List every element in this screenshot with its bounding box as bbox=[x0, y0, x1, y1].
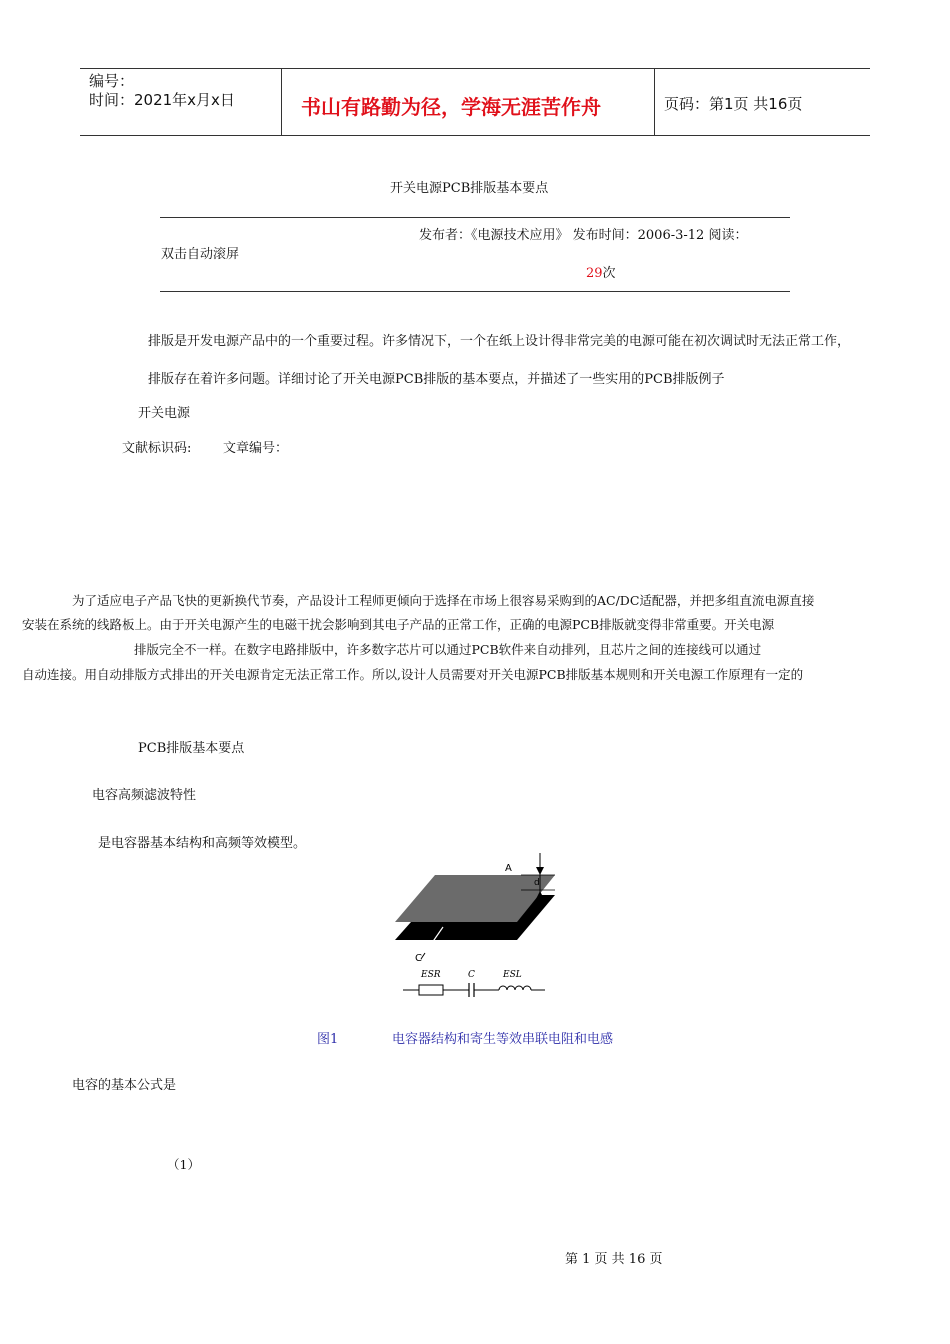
doc-number-label: 编号： bbox=[89, 72, 135, 90]
para1-line-2: 安装在系统的线路板上。由于开关电源产生的电磁干扰会影响到其电子产品的正常工作，正确的电源PCB排版就变得非常重要。开关电源 bbox=[22, 617, 775, 632]
label-esl: ESL bbox=[503, 970, 522, 980]
section-heading: PCB排版基本要点 bbox=[138, 741, 245, 756]
header-divider-right bbox=[654, 68, 655, 136]
para1-line-4: 自动连接。用自动排版方式排出的开关电源肯定无法正常工作。所以,设计人员需要对开关电源PCB排版基本规则和开关电源工作原理有一定的 bbox=[22, 667, 804, 682]
header-bottom-rule bbox=[80, 135, 870, 136]
esl-inductor bbox=[499, 986, 531, 990]
doc-code-label: 文献标识码: bbox=[122, 441, 192, 456]
article-title: 开关电源PCB排版基本要点 bbox=[390, 181, 549, 196]
label-c-plate: C bbox=[415, 953, 422, 964]
article-number-label: 文章编号： bbox=[223, 441, 289, 456]
read-count-unit: 次 bbox=[602, 266, 616, 281]
meta-read-count bbox=[586, 262, 616, 281]
abstract-line-2: 排版存在着许多问题。详细讨论了开关电源PCB排版的基本要点，并描述了一些实用的PCB排版例子 bbox=[148, 372, 725, 387]
label-a: A bbox=[505, 863, 512, 874]
footer-page-number: 第 1 页 共 16 页 bbox=[565, 1252, 663, 1267]
meta-publisher: 发布者：《电源技术应用》 发布时间：2006-3-12 阅读： bbox=[419, 228, 748, 243]
meta-autoscroll[interactable]: 双击自动滚屏 bbox=[161, 247, 240, 262]
figure-intro: 是电容器基本结构和高频等效模型。 bbox=[98, 836, 307, 851]
capacitor-figure bbox=[395, 845, 565, 1005]
header-top-rule bbox=[80, 68, 870, 69]
header-motto: 书山有路勤为径，学海无涯苦作舟 bbox=[301, 95, 601, 119]
meta-bottom-rule bbox=[160, 291, 790, 292]
date-label: 时间：2021年x月x日 bbox=[89, 91, 235, 109]
label-d: d bbox=[534, 878, 540, 888]
header-page-info: 页码：第1页 共16页 bbox=[664, 95, 803, 113]
meta-top-rule bbox=[160, 217, 790, 218]
read-count-value: 29 bbox=[586, 266, 603, 281]
label-esr: ESR bbox=[421, 970, 441, 980]
esr-resistor bbox=[419, 985, 443, 995]
equation-number: （1） bbox=[167, 1157, 200, 1172]
header-divider-left bbox=[281, 68, 282, 136]
figure-number: 图1 bbox=[317, 1032, 339, 1047]
abstract-line-1: 排版是开发电源产品中的一个重要过程。许多情况下，一个在纸上设计得非常完美的电源可能在初次调试时无法正常工作， bbox=[148, 334, 851, 349]
subsection-heading: 电容高频滤波特性 bbox=[92, 788, 197, 803]
formula-intro: 电容的基本公式是 bbox=[72, 1078, 177, 1093]
para1-line-1: 为了适应电子产品飞快的更新换代节奏，产品设计工程师更倾向于选择在市场上很容易采购到的AC/DC适配器，并把多组直流电源直接 bbox=[72, 593, 815, 608]
label-c: C bbox=[468, 970, 475, 980]
para1-line-3: 排版完全不一样。在数字电路排版中，许多数字芯片可以通过PCB软件来自动排列，且芯片之间的连接线可以通过 bbox=[134, 642, 762, 657]
figure-caption: 电容器结构和寄生等效串联电阻和电感 bbox=[392, 1032, 614, 1047]
keywords: 开关电源 bbox=[138, 406, 191, 421]
dimension-arrow-top bbox=[536, 867, 544, 875]
